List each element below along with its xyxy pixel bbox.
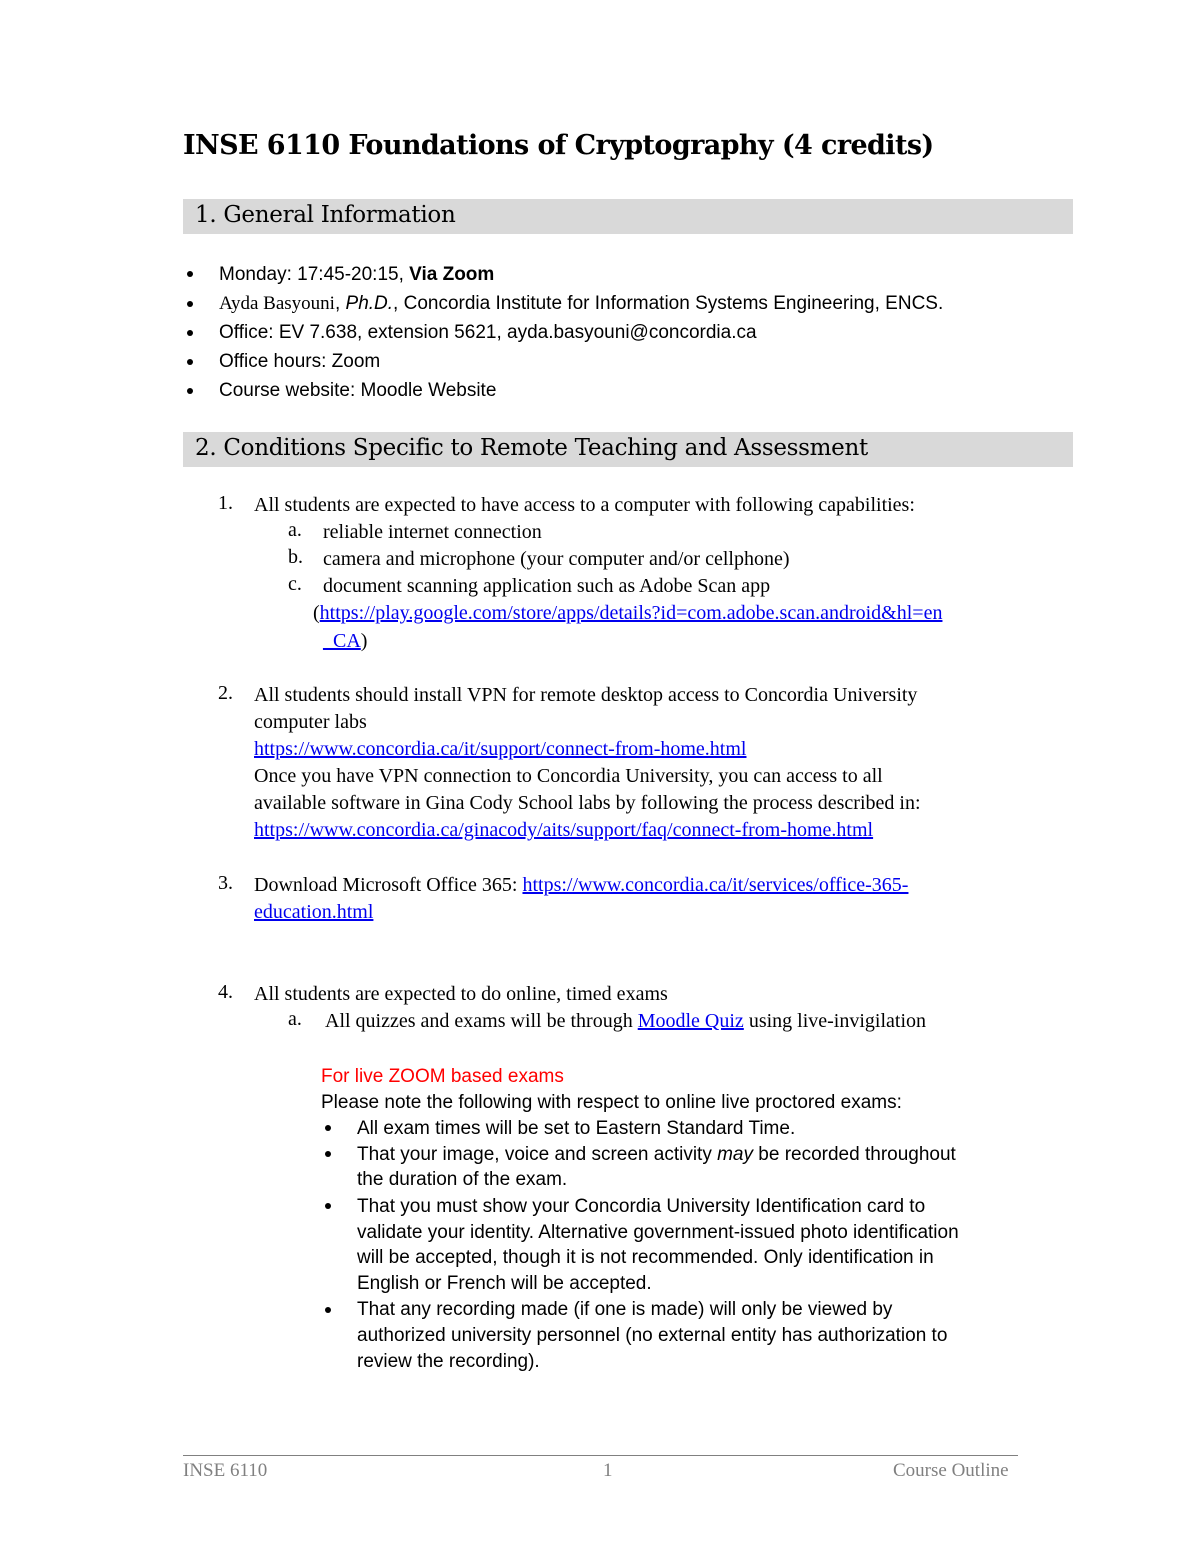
section-2-header	[183, 432, 1073, 467]
adobe-scan-link-continued[interactable]: _CA	[323, 630, 361, 652]
zoom-bullet-2-post: be recorded throughout	[753, 1144, 956, 1165]
ginacody-connect-link[interactable]: https://www.concordia.ca/ginacody/aits/support/faq/connect-from-home.html	[254, 819, 874, 841]
zoom-bullet-4-line-2: authorized university personnel (no external entity has authorization to	[357, 1325, 948, 1346]
zoom-bullet-3-line-2: validate your identity. Alternative government-issued photo identification	[357, 1222, 959, 1243]
bullet-icon	[187, 359, 193, 365]
sub-item-internet: reliable internet connection	[323, 521, 542, 543]
section-1-header	[183, 199, 1073, 234]
instructor-sep: ,	[334, 293, 346, 314]
zoom-bullet-4-line-1: That any recording made (if one is made) will only be viewed by	[357, 1299, 893, 1320]
item-4-text: All students are expected to do online, timed exams	[254, 983, 668, 1005]
zoom-bullet-4-line-3: review the recording).	[357, 1351, 540, 1372]
bullet-icon	[187, 330, 193, 336]
item-number: 4.	[218, 981, 233, 1003]
item-2-line-2: computer labs	[254, 711, 367, 733]
list-item-instructor	[219, 290, 943, 317]
item-number: 2.	[218, 682, 233, 704]
section-1-heading: 1. General Information	[195, 202, 456, 228]
schedule-mode: Via Zoom	[409, 264, 495, 285]
office-365-text: Download Microsoft Office 365:	[254, 874, 523, 896]
zoom-bullet-3-line-4: English or French will be accepted.	[357, 1273, 652, 1294]
zoom-exams-intro: Please note the following with respect to online live proctored exams:	[321, 1092, 902, 1113]
zoom-bullet-2-emph: may	[717, 1144, 754, 1165]
bullet-icon	[325, 1307, 331, 1313]
footer-page-number: 1	[603, 1460, 613, 1481]
item-number: 1.	[218, 492, 233, 514]
bullet-icon	[325, 1125, 331, 1131]
vpn-connect-link[interactable]: https://www.concordia.ca/it/support/connect-from-home.html	[254, 738, 747, 760]
quiz-text-pre: All quizzes and exams will be through	[325, 1010, 638, 1032]
zoom-bullet-2-pre: That your image, voice and screen activity	[357, 1144, 718, 1165]
office-365-link-continued[interactable]: education.html	[254, 901, 374, 923]
sub-item-scanning: document scanning application such as Adobe Scan app	[323, 575, 771, 597]
zoom-bullet-1: All exam times will be set to Eastern Standard Time.	[357, 1118, 796, 1139]
zoom-bullet-3-line-1: That you must show your Concordia University Identification card to	[357, 1196, 926, 1217]
footer-document-label: Course Outline	[893, 1460, 1009, 1481]
instructor-degree: Ph.D.	[345, 293, 394, 314]
bullet-icon	[187, 388, 193, 394]
sub-letter: a.	[288, 1008, 302, 1030]
sub-item-camera: camera and microphone (your computer and/or cellphone)	[323, 548, 790, 570]
open-paren: (	[313, 602, 320, 624]
quiz-text-post: using live-invigilation	[743, 1010, 927, 1032]
zoom-bullet-2-line-2: the duration of the exam.	[357, 1169, 568, 1190]
bullet-icon	[187, 301, 193, 307]
zoom-bullet-3-line-3: will be accepted, though it is not recommended. Only identification in	[357, 1247, 934, 1268]
list-item-course-website: Course website: Moodle Website	[219, 380, 497, 401]
instructor-name: Ayda Basyouni	[219, 293, 335, 314]
instructor-affiliation: , Concordia Institute for Information Systems Engineering, ENCS.	[393, 293, 944, 314]
list-item-office-hours: Office hours: Zoom	[219, 351, 381, 372]
adobe-scan-link[interactable]: https://play.google.com/store/apps/details?id=com.adobe.scan.android&hl=en	[319, 602, 943, 624]
bullet-icon	[325, 1203, 331, 1209]
bullet-icon	[325, 1151, 331, 1157]
schedule-text: Monday: 17:45-20:15,	[219, 264, 410, 285]
close-paren: )	[360, 630, 368, 652]
document-title: INSE 6110 Foundations of Cryptography (4 credits)	[183, 130, 934, 161]
footer-divider	[183, 1455, 1018, 1456]
office-365-link[interactable]: https://www.concordia.ca/it/services/office-365-	[522, 874, 909, 896]
adobe-scan-link-line	[313, 600, 942, 627]
list-item-office: Office: EV 7.638, extension 5621, ayda.basyouni@concordia.ca	[219, 322, 757, 343]
bullet-icon	[187, 271, 193, 277]
item-3-line-1	[254, 872, 908, 899]
item-2-line-1: All students should install VPN for remote desktop access to Concordia University	[254, 684, 918, 706]
zoom-bullet-2-line-1	[357, 1141, 956, 1168]
sub-letter: c.	[288, 573, 302, 595]
item-4a-text	[325, 1008, 926, 1035]
section-2-heading: 2. Conditions Specific to Remote Teaching and Assessment	[195, 435, 868, 461]
adobe-scan-link-line-2	[323, 628, 367, 655]
list-item-schedule	[219, 261, 494, 288]
sub-letter: a.	[288, 519, 302, 541]
zoom-exams-heading: For live ZOOM based exams	[321, 1066, 564, 1087]
item-number: 3.	[218, 872, 233, 894]
item-2-line-3: Once you have VPN connection to Concordia University, you can access to all	[254, 765, 883, 787]
sub-letter: b.	[288, 546, 303, 568]
item-1-text: All students are expected to have access to a computer with following capabilities:	[254, 494, 915, 516]
moodle-quiz-link[interactable]: Moodle Quiz	[637, 1010, 744, 1032]
item-2-line-4: available software in Gina Cody School labs by following the process described in:	[254, 792, 921, 814]
footer-course-code: INSE 6110	[183, 1460, 268, 1481]
